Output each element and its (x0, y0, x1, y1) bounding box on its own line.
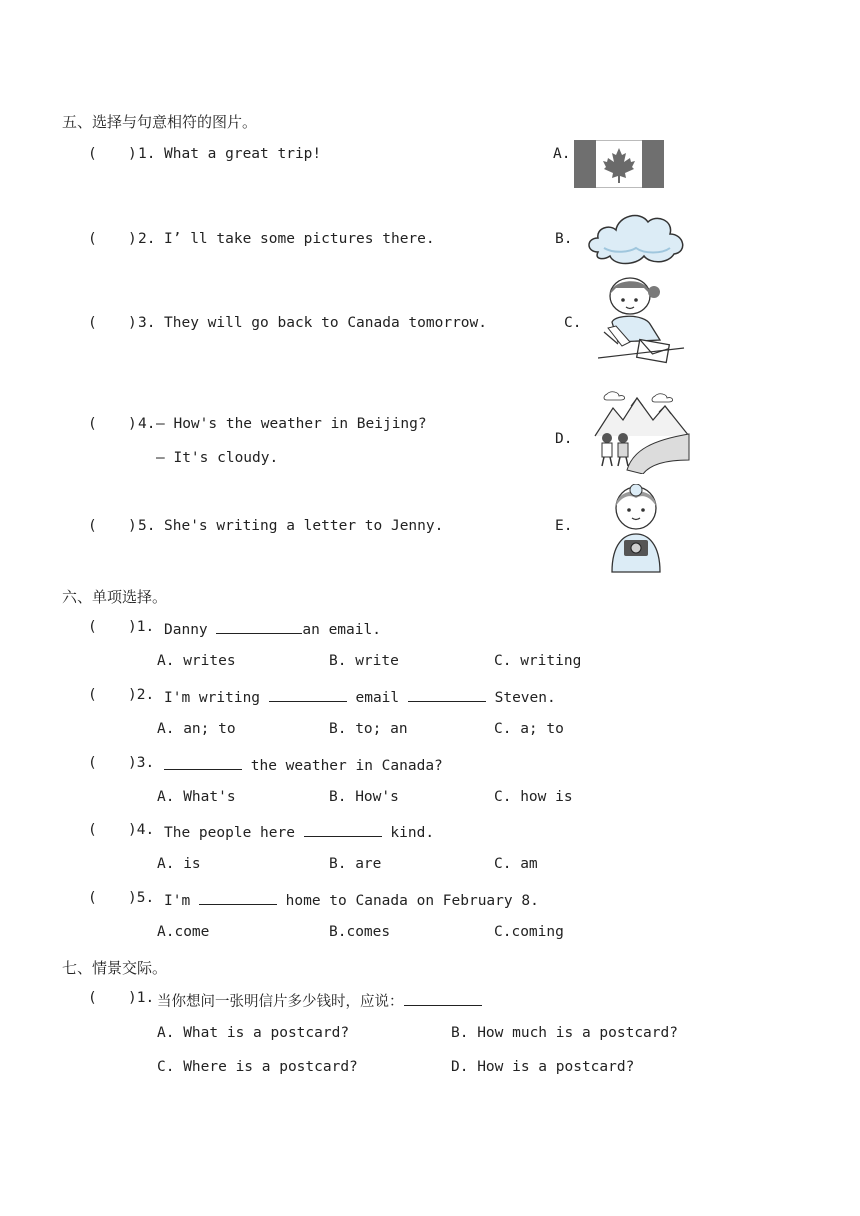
question-text (157, 990, 482, 1011)
option-b: B. write (329, 653, 399, 669)
option-label-d: D. (555, 431, 573, 447)
question-number: )2. (128, 687, 155, 703)
answer-blank (304, 822, 382, 837)
question-text-pre: I'm writing (164, 690, 269, 706)
canada-flag-icon (574, 140, 664, 188)
option-c: C. Where is a postcard? (157, 1059, 358, 1075)
question-text-reply: — It's cloudy. (156, 450, 279, 466)
answer-paren-close: ) (128, 146, 137, 162)
answer-paren-open: ( (88, 687, 97, 703)
option-label-e: E. (555, 518, 573, 534)
option-label-a: A. (553, 146, 571, 162)
question-number: )1. (128, 990, 155, 1006)
question-text-post: Steven. (485, 690, 556, 706)
question-text-body: 当你想问一张明信片多少钱时，应说： (157, 994, 404, 1010)
answer-blank (269, 687, 347, 702)
question-text (164, 687, 556, 706)
answer-paren-open: ( (88, 518, 97, 534)
option-b: B. to; an (329, 721, 408, 737)
answer-paren-close: ) (128, 416, 137, 432)
answer-paren-open: ( (88, 146, 97, 162)
option-label-b: B. (555, 231, 573, 247)
answer-blank (216, 619, 302, 634)
option-label-c: C. (564, 315, 582, 331)
answer-blank (404, 991, 482, 1006)
question-number: 4. (138, 416, 156, 432)
question-text (164, 890, 539, 909)
answer-paren-open: ( (88, 890, 97, 906)
option-a: A. What is a postcard? (157, 1025, 350, 1041)
answer-paren-open: ( (88, 822, 97, 838)
answer-paren-open: ( (88, 315, 97, 331)
question-text-mid: email (346, 690, 408, 706)
answer-paren-close: ) (128, 518, 137, 534)
option-a: A. writes (157, 653, 236, 669)
answer-paren-open: ( (88, 416, 97, 432)
option-d: D. How is a postcard? (451, 1059, 635, 1075)
answer-paren-close: ) (128, 315, 137, 331)
question-number: )1. (128, 619, 155, 635)
question-text: They will go back to Canada tomorrow. (164, 315, 488, 331)
answer-blank (199, 890, 277, 905)
answer-paren-open: ( (88, 619, 97, 635)
question-text-pre: I'm (164, 893, 199, 909)
option-b: B. are (329, 856, 382, 872)
option-c: C.coming (494, 924, 564, 940)
section-6-title: 六、单项选择。 (62, 588, 168, 606)
question-number: 2. (138, 231, 156, 247)
answer-paren-close: ) (128, 231, 137, 247)
question-text (164, 755, 443, 774)
option-c: C. a; to (494, 721, 564, 737)
question-text-post: the weather in Canada? (242, 758, 443, 774)
option-c: C. how is (494, 789, 573, 805)
question-text-pre: Danny (164, 622, 217, 638)
question-number: 3. (138, 315, 156, 331)
question-text: I’ ll take some pictures there. (164, 231, 435, 247)
cloud-icon (584, 208, 690, 268)
option-c: C. writing (494, 653, 582, 669)
option-b: B.comes (329, 924, 391, 940)
option-a: A.come (157, 924, 210, 940)
question-number: 1. (138, 146, 156, 162)
girl-with-camera-icon (604, 484, 668, 574)
question-text-pre: The people here (164, 825, 304, 841)
option-a: A. is (157, 856, 201, 872)
question-number: 5. (138, 518, 156, 534)
question-number: )3. (128, 755, 155, 771)
mountain-trip-icon (593, 390, 691, 474)
option-a: A. an; to (157, 721, 236, 737)
question-text (164, 822, 434, 841)
section-5-title: 五、选择与句意相符的图片。 (62, 113, 258, 131)
answer-paren-open: ( (88, 231, 97, 247)
question-number: )4. (128, 822, 155, 838)
option-b: B. How's (329, 789, 399, 805)
answer-blank (408, 687, 486, 702)
question-text (164, 619, 381, 638)
question-text-post: an email. (302, 622, 381, 638)
question-text-post: kind. (381, 825, 435, 841)
section-7-title: 七、情景交际。 (62, 959, 168, 977)
question-text: — How's the weather in Beijing? (156, 416, 427, 432)
answer-paren-open: ( (88, 755, 97, 771)
answer-blank (164, 755, 242, 770)
option-a: A. What's (157, 789, 236, 805)
question-text: What a great trip! (164, 146, 322, 162)
option-b: B. How much is a postcard? (451, 1025, 678, 1041)
answer-paren-open: ( (88, 990, 97, 1006)
question-number: )5. (128, 890, 155, 906)
option-c: C. am (494, 856, 538, 872)
question-text: She's writing a letter to Jenny. (164, 518, 444, 534)
girl-writing-letter-icon (598, 276, 686, 368)
question-text-post: home to Canada on February 8. (276, 893, 539, 909)
